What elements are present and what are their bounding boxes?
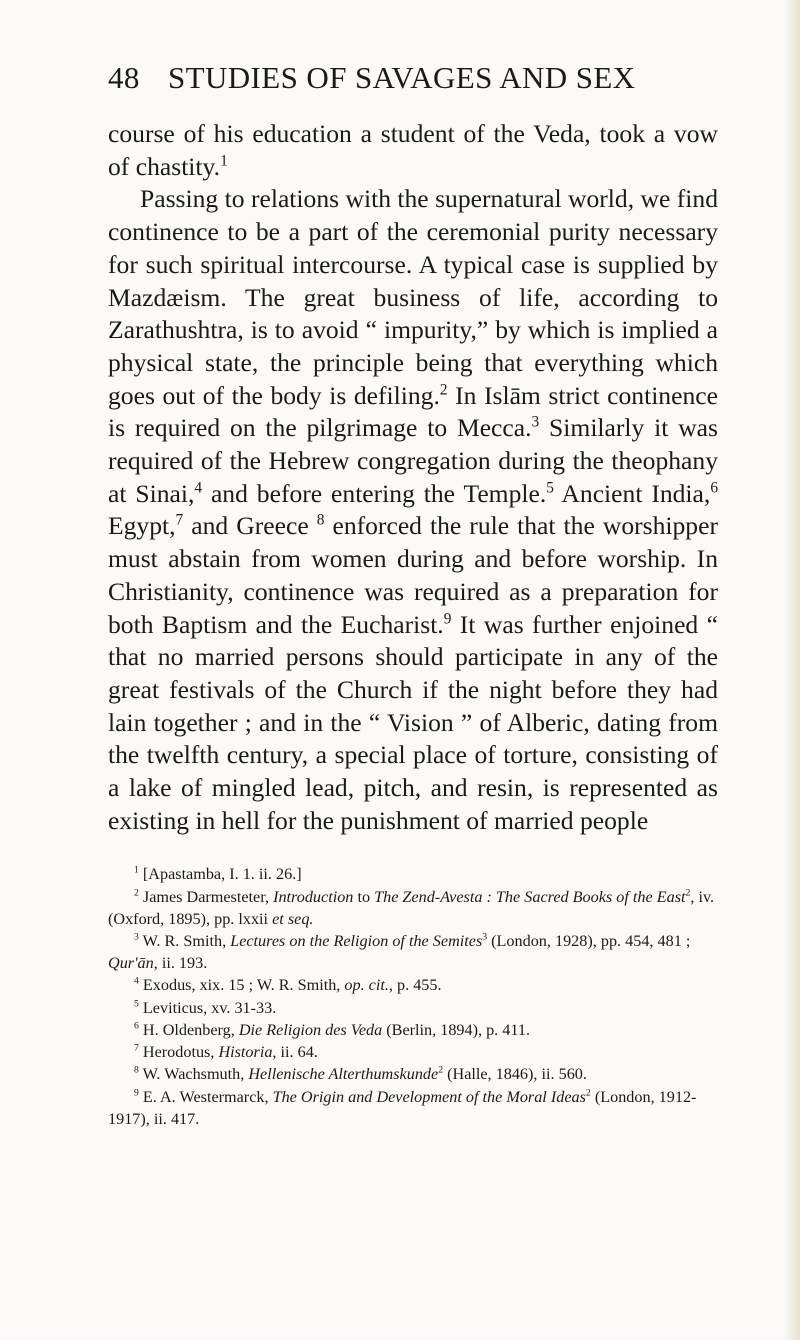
footnote-text: Leviticus, xv. 31-33. (142, 998, 277, 1017)
paragraph-text: Passing to relations with the supernatural world, we find continence to be a part of the ceremonial purity necessary for such spiritual intercourse. A typical case is supplied by Mazdæism. The great business of life, according to Zarathushtra, is to avoid “ impurity,” by which is implied a physical state, the principle being that everything which goes out of the body is defiling. (108, 184, 718, 410)
footnote (108, 1086, 718, 1130)
footnote-ref: 4 (194, 479, 203, 497)
footnote (108, 1019, 718, 1041)
footnote (108, 974, 718, 996)
footnote-number: 7 (134, 1042, 139, 1054)
footnote (108, 997, 718, 1019)
footnote-number: 9 (134, 1087, 139, 1099)
page-edge-shadow (784, 0, 800, 1340)
paragraph (108, 183, 718, 837)
footnote (108, 1041, 718, 1063)
footnote-text: W. Wachsmuth, (142, 1065, 249, 1084)
footnote-text: Herodotus, (142, 1043, 219, 1062)
page-header (108, 60, 718, 100)
footnote-text: E. A. Westermarck, (142, 1087, 273, 1106)
footnote-text: (London, 1912-1917), ii. 417. (108, 1087, 697, 1128)
footnote-title: The Zend-Avesta : The Sacred Books of the East (374, 887, 686, 906)
paragraph-text: Egypt, (108, 511, 176, 541)
footnote-ref: 2 (439, 381, 448, 399)
footnote (108, 1063, 718, 1085)
footnote-title: Hellenische Alterthumskunde (248, 1065, 439, 1084)
footnote-ref: 8 (316, 511, 325, 529)
footnote-title: Qur'ān (108, 954, 154, 973)
edition-number: 2 (685, 887, 691, 899)
footnote-ref: 5 (546, 479, 554, 497)
footnote-text: W. R. Smith, (142, 932, 231, 951)
footnote (108, 863, 718, 885)
paragraph-text: and Greece (183, 511, 317, 541)
footnote-title: Lectures on the Religion of the Semites (230, 932, 483, 951)
footnote-text: , p. 455. (388, 976, 442, 995)
footnote-number: 8 (134, 1064, 139, 1076)
footnote-number: 2 (134, 887, 139, 899)
footnote-title: Die Religion des Veda (238, 1020, 383, 1039)
paragraph-text: Ancient India, (553, 478, 711, 508)
footnote (108, 886, 718, 930)
footnote-number: 6 (134, 1020, 139, 1032)
footnote-text: (Berlin, 1894), p. 411. (382, 1020, 531, 1039)
page-number: 48 (108, 60, 140, 95)
footnote-text: H. Oldenberg, (142, 1020, 239, 1039)
footnote-number: 1 (134, 865, 139, 877)
paragraph-text: In Islām strict continence is required on the pilgrimage to Mecca. (108, 380, 718, 443)
edition-number: 3 (482, 931, 488, 943)
edition-number: 2 (585, 1087, 591, 1099)
paragraph-continued (108, 118, 718, 183)
footnote-text: (Halle, 1846), ii. 560. (443, 1065, 587, 1084)
footnotes (108, 863, 718, 1129)
footnote-text: to (353, 887, 375, 906)
footnote-number: 4 (134, 976, 139, 988)
body-text (108, 118, 718, 837)
footnote-ref: 6 (710, 479, 718, 497)
footnote-text: James Darmesteter, (142, 887, 274, 906)
footnote-text: (London, 1928), pp. 454, 481 ; (487, 932, 691, 951)
paragraph-text: course of his education a student of the Veda, took a vow of chastity. (108, 119, 718, 181)
footnote-title: Historia (218, 1043, 273, 1062)
paragraph-text: and before entering the Temple. (202, 478, 547, 508)
footnote-number: 3 (134, 931, 139, 943)
footnote-number: 5 (134, 998, 139, 1010)
footnote-italic: et seq. (272, 909, 314, 928)
paragraph-text: Similarly it was required of the Hebrew congregation during the theophany at Sinai, (108, 413, 719, 508)
running-title: STUDIES OF SAVAGES AND SEX (168, 60, 636, 95)
footnote (108, 930, 718, 974)
footnote-title: The Origin and Development of the Moral Ideas (272, 1087, 586, 1106)
paragraph-text: It was further enjoined “ that no married persons should participate in any of the great festivals of the Church if the night before they had lain together ; and in the “ Vision ” of Alberic, dating from the twelfth century, a special place of torture, consisting of a lake of mingled lead, pitch, and resin, is represented as existing in hell for the punishment of married people (108, 609, 718, 835)
footnote-ref: 7 (175, 511, 184, 529)
edition-number: 2 (438, 1064, 444, 1076)
footnote-ref: 1 (220, 152, 228, 170)
footnote-title: Introduction (273, 887, 354, 906)
footnote-text: , ii. 193. (153, 954, 208, 973)
footnote-text: , ii. 64. (272, 1043, 318, 1062)
footnote-text: [Apastamba, I. 1. ii. 26.] (142, 865, 302, 884)
footnote-text: Exodus, xix. 15 ; W. R. Smith, (142, 976, 345, 995)
footnote-text: , iv. (Oxford, 1895), pp. lxxii (108, 887, 715, 928)
footnote-ref: 9 (443, 610, 452, 628)
footnote-italic: op. cit. (344, 976, 389, 995)
footnote-ref: 3 (531, 413, 540, 431)
paragraph-text: enforced the rule that the worshipper must abstain from women during and before worship. In Christianity, continence was required as a preparation for both Baptism and the Eucharist. (108, 511, 718, 639)
